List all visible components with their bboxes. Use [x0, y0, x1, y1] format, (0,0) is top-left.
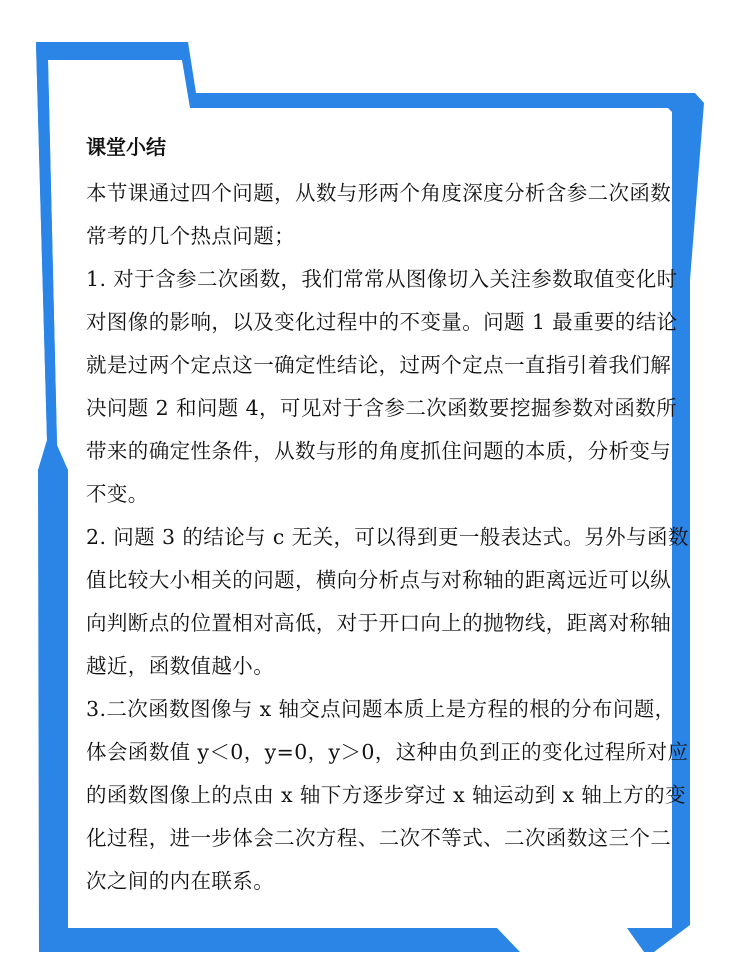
summary-line: 3.二次函数图像与 x 轴交点问题本质上是方程的根的分布问题， [86, 697, 676, 721]
summary-line: 常考的几个热点问题； [86, 224, 295, 248]
summary-line: 本节课通过四个问题，从数与形两个角度深度分析含参二次函数 [86, 181, 672, 205]
summary-line: 值比较大小相关的问题，横向分析点与对称轴的距离远近可以纵 [86, 568, 672, 592]
summary-line: 2. 问题 3 的结论与 c 无关，可以得到更一般表达式。另外与函数 [86, 525, 689, 549]
summary-line: 次之间的内在联系。 [86, 869, 275, 893]
summary-line: 化过程，进一步体会二次方程、二次不等式、二次函数这三个二 [86, 826, 672, 850]
bottom-bar [39, 928, 497, 952]
summary-content [86, 129, 689, 903]
summary-line: 对图像的影响，以及变化过程中的不变量。问题 1 最重要的结论 [86, 310, 678, 334]
summary-line: 的函数图像上的点由 x 轴下方逐步穿过 x 轴运动到 x 轴上方的变 [86, 783, 686, 807]
summary-line: 向判断点的位置相对高低，对于开口向上的抛物线，距离对称轴 [86, 611, 672, 635]
summary-line: 不变。 [86, 482, 149, 506]
summary-line: 1. 对于含参二次函数，我们常常从图像切入关注参数取值变化时 [86, 267, 678, 291]
summary-heading: 课堂小结 [86, 135, 166, 159]
summary-line: 带来的确定性条件，从数与形的角度抓住问题的本质，分析变与 [86, 439, 672, 463]
summary-line: 体会函数值 y＜0，y=0，y＞0，这种由负到正的变化过程所对应 [86, 740, 689, 764]
summary-line: 越近，函数值越小。 [86, 654, 275, 678]
summary-line: 就是过两个定点这一确定性结论，过两个定点一直指引着我们解 [86, 353, 672, 377]
summary-line: 决问题 2 和问题 4，可见对于含参二次函数要挖掘参数对函数所 [86, 396, 678, 420]
